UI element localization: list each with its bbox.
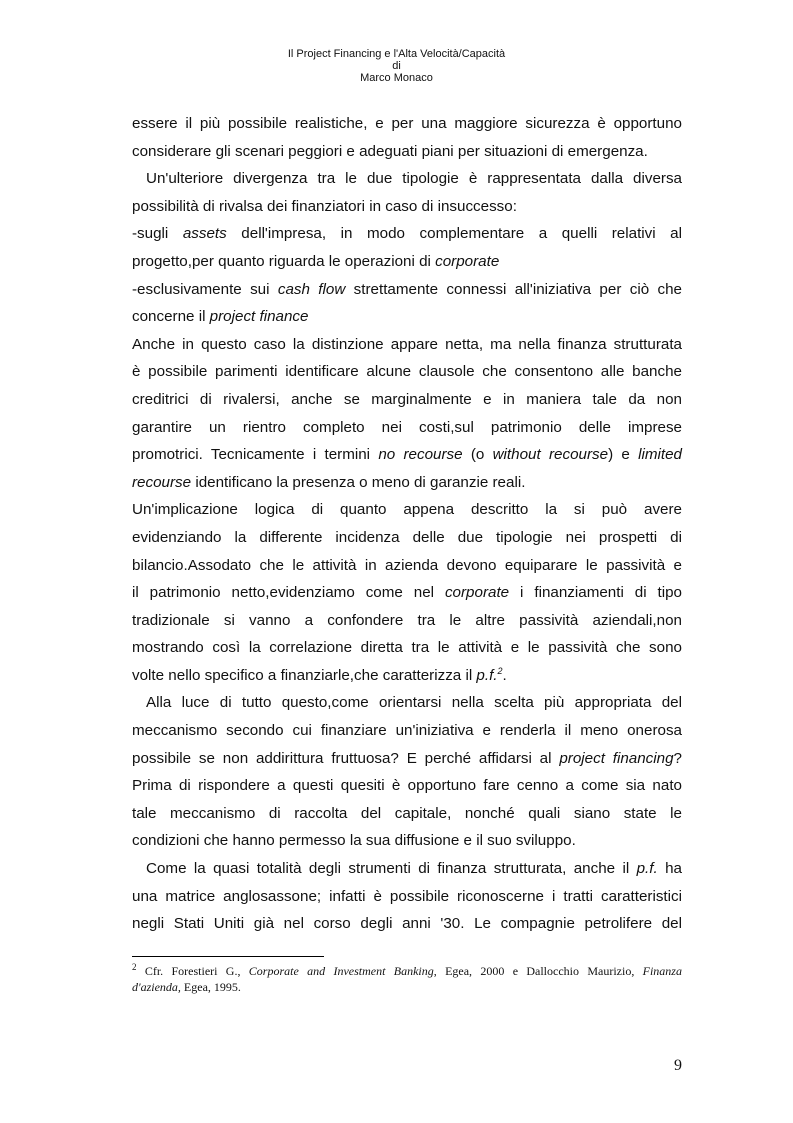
header-author: Marco Monaco <box>360 72 433 84</box>
text-line: condizioni che hanno permesso la sua diffusione e il suo sviluppo. <box>132 832 576 850</box>
footnote-separator <box>132 956 324 957</box>
text-line: Un'ulteriore divergenza tra le due tipologie è rappresentata dalla diversa <box>146 170 682 188</box>
text-line: considerare gli scenari peggiori e adeguati piani per situazioni di emergenza. <box>132 142 648 160</box>
header-title: Il Project Financing e l'Alta Velocità/Capacità <box>287 48 506 60</box>
text-line: una matrice anglosassone; infatti è possibile riconoscerne i tratti caratteristici <box>132 887 682 905</box>
text-line: possibilità di rivalsa dei finanziatori in caso di insuccesso: <box>132 197 517 215</box>
footnote-line: d'azienda, Egea, 1995. <box>132 980 241 994</box>
text-line: negli Stati Uniti già nel corso degli anni '30. Le compagnie petrolifere del <box>132 915 682 933</box>
text-line: creditrici di rivalersi, anche se marginalmente e in maniera tale da non <box>132 390 682 408</box>
running-header <box>0 48 793 84</box>
text-line: promotrici. Tecnicamente i termini no recourse (o without recourse) e limited <box>132 446 682 464</box>
text-line: il patrimonio netto,evidenziamo come nel corporate i finanziamenti di tipo <box>132 584 682 602</box>
text-line: Prima di rispondere a questi quesiti è opportuno fare cenno a come sia nato <box>132 777 682 795</box>
text-line: Un'implicazione logica di quanto appena descritto la si può avere <box>132 501 682 519</box>
body-text <box>132 110 682 938</box>
text-line: -esclusivamente sui cash flow strettamente connessi all'iniziativa per ciò che <box>132 280 682 298</box>
text-line: possibile se non addirittura fruttuosa? E perché affidarsi al project financing? <box>132 749 682 767</box>
text-line: meccanismo secondo cui finanziare un'iniziativa e renderla il meno onerosa <box>132 722 682 740</box>
text-line: bilancio.Assodato che le attività in azienda devono equiparare le passività e <box>132 556 682 574</box>
text-line: recourse identificano la presenza o meno di garanzie reali. <box>132 473 526 491</box>
text-line: tradizionale si vanno a confondere tra le altre passività aziendali,non <box>132 611 682 629</box>
footnote <box>132 963 682 995</box>
text-line: garantire un rientro completo nei costi,sul patrimonio delle imprese <box>132 418 682 436</box>
text-line: è possibile parimenti identificare alcune clausole che consentono alle banche <box>132 363 682 381</box>
header-di: di <box>392 60 401 72</box>
text-line: Anche in questo caso la distinzione appare netta, ma nella finanza strutturata <box>132 335 682 353</box>
text-line: progetto,per quanto riguarda le operazioni di corporate <box>132 252 500 270</box>
text-line: Alla luce di tutto questo,come orientarsi nella scelta più appropriata del <box>146 694 682 712</box>
page-number: 9 <box>674 1057 682 1074</box>
text-line: mostrando così la correlazione diretta tra le attività e le passività che sono <box>132 639 682 657</box>
text-line: Come la quasi totalità degli strumenti di finanza strutturata, anche il p.f. ha <box>146 860 682 878</box>
text-line: essere il più possibile realistiche, e per una maggiore sicurezza è opportuno <box>132 115 682 132</box>
text-line: -sugli assets dell'impresa, in modo complementare a quelli relativi al <box>132 225 682 243</box>
text-line: evidenziando la differente incidenza delle due tipologie nei prospetti di <box>132 528 682 546</box>
text-line: concerne il project finance <box>132 308 309 326</box>
text-line: tale meccanismo di raccolta del capitale, nonché quali siano state le <box>132 804 682 822</box>
footnote-line: $^2$ Cfr. Forestieri G., Corporate and Investment Banking, Egea, 2000 e Dallocchio Maurizio, Finanza <box>132 962 682 978</box>
text-line: volte nello specifico a finanziarle,che caratterizza il p.f.$^2$. <box>132 665 507 684</box>
footnote-ref: 2 <box>497 665 503 676</box>
